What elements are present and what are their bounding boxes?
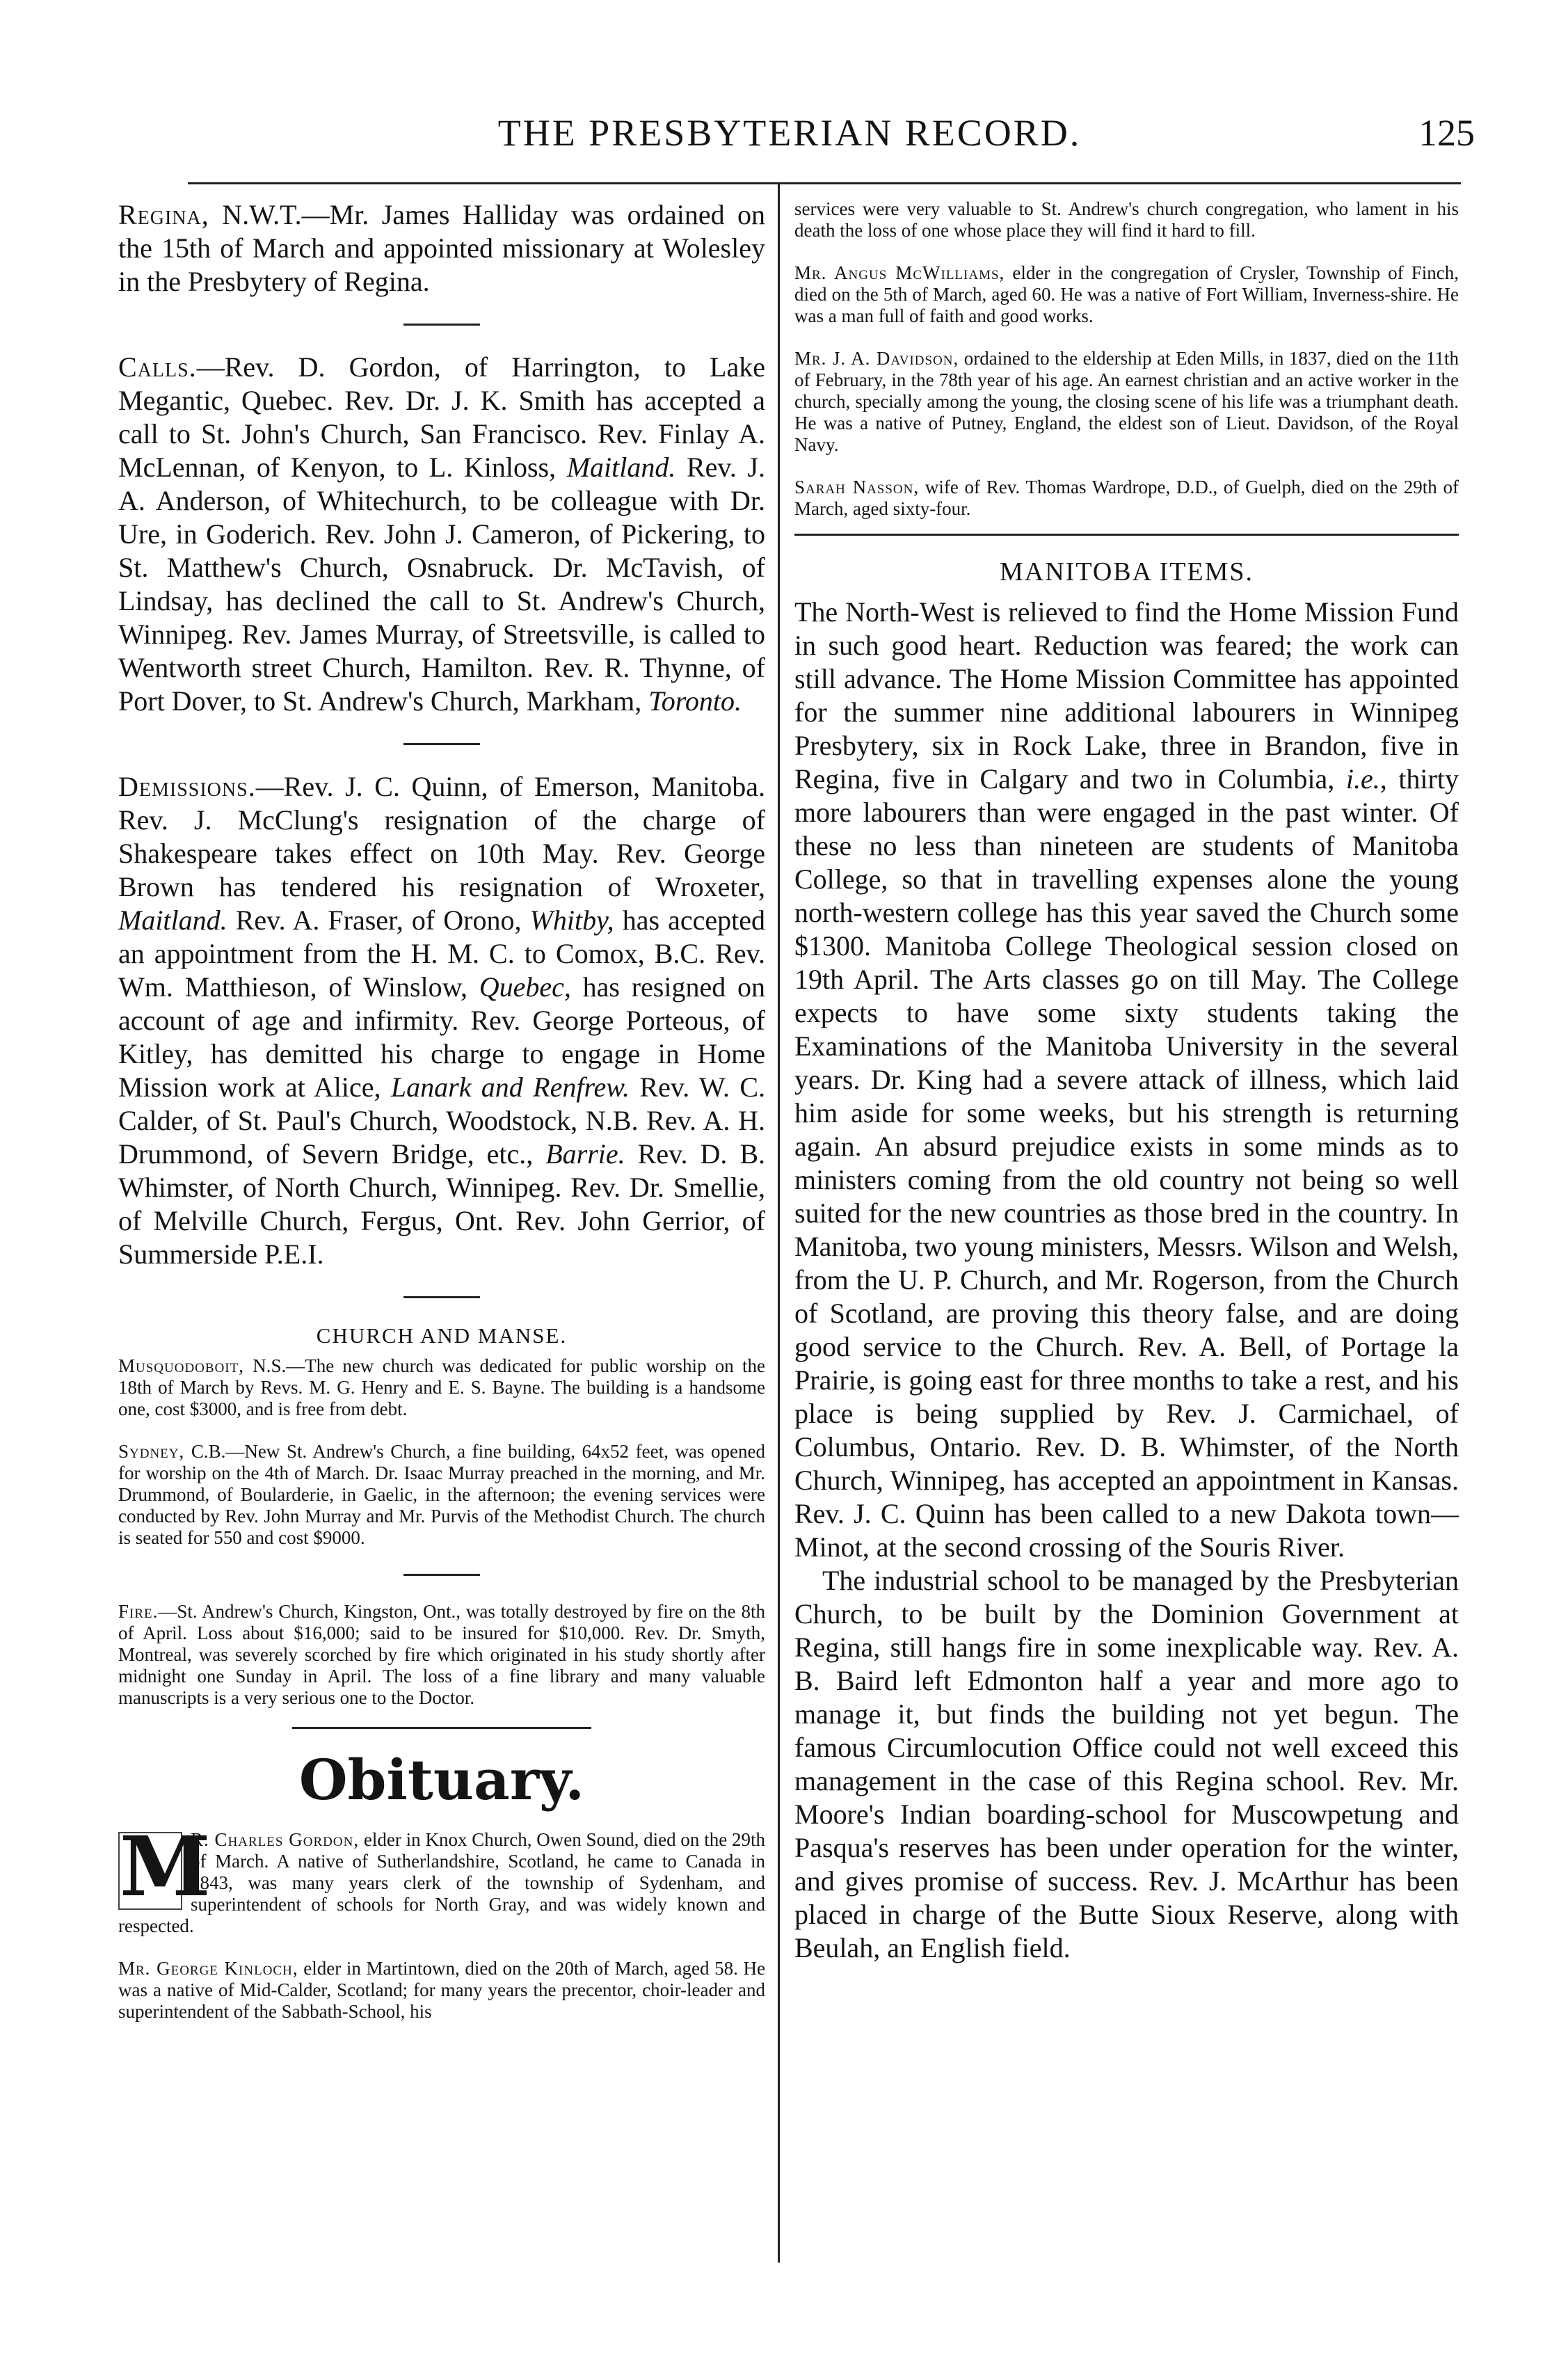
- sydney-lead: Sydney,: [118, 1441, 185, 1462]
- calls-em-1: Maitland.: [566, 452, 676, 483]
- demissions-em-3: Quebec,: [479, 971, 571, 1003]
- musquodoboit-text: N.S.—The new church was dedicated for public worship on the 18th of March by Revs. M. G. Henry and E. S. Bayne. The building is a handsome one, cost $3000, and is free from debt.: [118, 1355, 765, 1419]
- section-divider: [403, 1296, 480, 1298]
- mcwilliams-lead: Mr. Angus McWilliams,: [794, 262, 1005, 283]
- right-column: [794, 198, 1459, 1965]
- section-divider: [403, 743, 480, 745]
- demissions-em-4: Lanark and Renfrew.: [390, 1071, 630, 1103]
- regina-lead: Regina,: [118, 199, 209, 230]
- kinloch-obituary-continued: services were very valuable to St. Andrew's church congregation, who lament in his death the loss of one whose place they will find it hard to fill.: [794, 198, 1459, 241]
- gordon-text: elder in Knox Church, Owen Sound, died on the 29th of March. A native of Sutherlandshire, Scotland, he came to Canada in 1843, was many years clerk of the township of Sydenham, and superintendent of schools for North Gray, and was widely known and respected.: [118, 1829, 765, 1936]
- fire-item: [118, 1601, 765, 1709]
- nasson-obituary: [794, 477, 1459, 520]
- calls-em-2: Toronto.: [648, 685, 742, 717]
- calls-lead: Calls.: [118, 351, 197, 383]
- section-divider: [794, 534, 1459, 536]
- kinloch-obituary: [118, 1958, 765, 2023]
- left-column: [118, 198, 765, 2023]
- sydney-item: [118, 1441, 765, 1549]
- calls-text-b: Rev. J. A. Anderson, of Whitechurch, to be colleague with Dr. Ure, in Goderich. Rev. John J. Cameron, of Pickering, to St. Matthew's Church, Osnabruck. Dr. McTavish, of Lindsay, has declined the call to St. Andrew's Church, Winnipeg. Rev. James Murray, of Streetsville, is called to Wentworth street Church, Hamilton. Rev. R. Thynne, of Port Dover, to St. Andrew's Church, Markham,: [118, 452, 766, 717]
- dropcap-initial: M: [120, 1818, 211, 1915]
- mcwilliams-obituary: [794, 262, 1459, 327]
- musquodoboit-item: [118, 1355, 765, 1420]
- calls-notice: [118, 351, 765, 718]
- calls-text-a: —Rev. D. Gordon, of Harrington, to Lake Megantic, Quebec. Rev. Dr. J. K. Smith has accepted a call to St. John's Church, San Francisco. Rev. Finlay A. McLennan, of Kenyon, to L. Kinloss,: [118, 351, 765, 483]
- demissions-em-2: Whitby,: [529, 904, 614, 936]
- demissions-text-b: Rev. A. Fraser, of Orono,: [227, 904, 530, 936]
- regina-notice: [118, 198, 765, 298]
- manitoba-p1-em: i.e.,: [1345, 763, 1387, 795]
- kinloch-text: elder in Martintown, died on the 20th of March, aged 58. He was a native of Mid-Calder, Scotland; for many years the precentor, choir-leader and superintendent of the Sabbath-School, his: [118, 1958, 766, 2022]
- demissions-em-5: Barrie.: [545, 1138, 625, 1170]
- kinloch-lead: Mr. George Kinloch,: [118, 1958, 298, 1979]
- demissions-text-a: —Rev. J. C. Quinn, of Emerson, Manitoba. Rev. J. McClung's resignation of the charge of Shakespeare takes effect on 10th May. Rev. George Brown has tendered his resignation of Wroxeter,: [118, 771, 765, 902]
- section-divider: [403, 324, 480, 326]
- fire-text: —St. Andrew's Church, Kingston, Ont., was totally destroyed by fire on the 8th of April. Loss about $16,000; said to be insured for $10,000. Rev. Dr. Smyth, Montreal, was severely scorched by fire which originated in his study shortly after midnight one Sunday in April. The loss of a fine library and many valuable manuscripts is a very serious one to the Doctor.: [118, 1601, 765, 1708]
- davidson-obituary: [794, 348, 1459, 456]
- mcwilliams-text: elder in the congregation of Crysler, Township of Finch, died on the 5th of March, aged 60. He was a native of Fort William, Inverness-shire. He was a man full of faith and good works.: [794, 262, 1459, 326]
- gordon-obituary: [118, 1818, 765, 1937]
- nasson-text: wife of Rev. Thomas Wardrope, D.D., of Guelph, died on the 29th of March, aged sixty-four.: [794, 477, 1459, 519]
- demissions-text-f: Rev. D. B. Whimster, of North Church, Winnipeg. Rev. Dr. Smellie, of Melville Church, Fergus, Ont. Rev. John Gerrior, of Summerside P.E.I.: [118, 1138, 765, 1270]
- demissions-text-d: has resigned on account of age and infirmity. Rev. George Porteous, of Kitley, has demitted his charge to engage in Home Mission work at Alice,: [118, 971, 766, 1103]
- davidson-lead: Mr. J. A. Davidson,: [794, 348, 959, 369]
- manitoba-p1-a: The North-West is relieved to find the Home Mission Fund in such good heart. Reduction was feared; the work can still advance. The Home Mission Committee has appointed for the summer nine additional labourers in Winnipeg Presbytery, six in Rock Lake, three in Brandon, five in Regina, five in Calgary and two in Columbia,: [794, 596, 1459, 795]
- nasson-lead: Sarah Nasson,: [794, 477, 920, 497]
- manitoba-items-heading: MANITOBA ITEMS.: [1000, 557, 1254, 587]
- obituary-heading: Obituary.: [298, 1747, 585, 1812]
- church-and-manse-heading: CHURCH AND MANSE.: [316, 1323, 568, 1348]
- davidson-text: ordained to the eldership at Eden Mills, in 1837, died on the 11th of February, in the 78th year of his age. An earnest christian and an active worker in the church, specially among the young, the closing scene of his life was a triumphant death. He was a native of Putney, England, the eldest son of Lieut. Davidson, of the Royal Navy.: [794, 348, 1459, 455]
- fire-lead: Fire.: [118, 1601, 159, 1622]
- sydney-text: C.B.—New St. Andrew's Church, a fine building, 64x52 feet, was opened for worship on the 4th of March. Dr. Isaac Murray preached in the morning, and Mr. Drummond, of Boularderie, in Gaelic, in the afternoon; the evening services were conducted by Rev. John Murray and Mr. Purvis of the Methodist Church. The church is seated for 550 and cost $9000.: [118, 1441, 765, 1548]
- regina-text: N.W.T.—Mr. James Halliday was ordained on the 15th of March and appointed missionary at Wolesley in the Presbytery of Regina.: [118, 199, 765, 297]
- manitoba-paragraph-1: [794, 596, 1459, 1564]
- musquodoboit-lead: Musquodoboit,: [118, 1355, 244, 1376]
- section-divider: [403, 1574, 480, 1576]
- section-divider: [292, 1727, 591, 1729]
- manitoba-p1-b: thirty more labourers than were engaged in the past winter. Of these no less than nineteen are students of Manitoba College, so that in travelling expenses alone the young north-western college has this year saved the Church some $1300. Manitoba College Theological session closed on 19th April. The Arts classes go on till May. The College expects to have some sixty students taking the Examinations of the Manitoba University in the several years. Dr. King had a severe attack of illness, which laid him aside for some weeks, but his strength is returning again. An absurd prejudice exists in some minds as to ministers coming from the old country not being so well suited for the new countries as those bred in the country. In Manitoba, two young ministers, Messrs. Wilson and Welsh, from the U. P. Church, and Mr. Rogerson, from the Church of Scotland, are proving this theory false, and are doing good service to the Church. Rev. A. Bell, of Portage la Prairie, is going east for three months to take a rest, and his place is being supplied by Rev. J. Carmichael, of Columbus, Ontario. Rev. D. B. Whimster, of the North Church, Winnipeg, has accepted an appointment in Kansas. Rev. J. C. Quinn has been called to a new Dakota town—Minot, at the second crossing of the Souris River.: [794, 763, 1459, 1563]
- manitoba-paragraph-2: The industrial school to be managed by the Presbyterian Church, to be built by the Dominion Government at Regina, still hangs fire in some inexplicable way. Rev. A. B. Baird left Edmonton half a year and more ago to manage it, but finds the building not yet begun. The famous Circumlocution Office could not well exceed this management in the case of this Regina school. Rev. Mr. Moore's Indian boarding-school for Muscowpetung and Pasqua's reserves has been under operation for the winter, and gives promise of success. Rev. J. McArthur has been placed in charge of the Butte Sioux Reserve, along with Beulah, an English field.: [794, 1565, 1459, 1963]
- page-title: THE PRESBYTERIAN RECORD.: [497, 112, 1082, 154]
- demissions-notice: [118, 770, 765, 1271]
- demissions-text-e: Rev. W. C. Calder, of St. Paul's Church, Woodstock, N.B. Rev. A. H. Drummond, of Severn Bridge, etc.,: [118, 1071, 766, 1170]
- demissions-em-1: Maitland.: [118, 904, 227, 936]
- demissions-lead: Demissions.: [118, 771, 256, 802]
- column-rule: [778, 182, 780, 2263]
- running-head: [104, 104, 1475, 160]
- page-number: 125: [1418, 112, 1475, 154]
- gordon-lead: R. Charles Gordon,: [191, 1829, 360, 1850]
- demissions-text-c: has accepted an appointment from the H. M. C. to Comox, B.C. Rev. Wm. Matthieson, of Winslow,: [118, 904, 765, 1003]
- header-rule: [188, 182, 1461, 184]
